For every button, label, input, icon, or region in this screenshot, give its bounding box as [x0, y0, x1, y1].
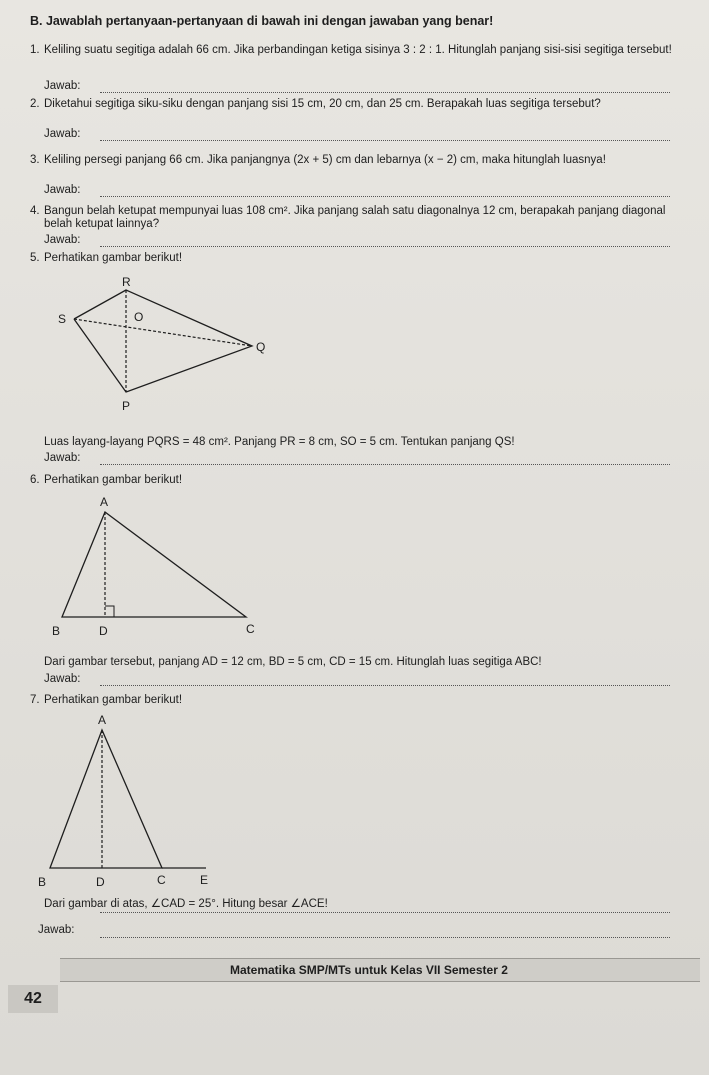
answer-line — [100, 937, 670, 938]
label-o: O — [134, 310, 144, 324]
footer-title: Matematika SMP/MTs untuk Kelas VII Semester 2 — [230, 963, 508, 977]
answer-label: Jawab: — [38, 924, 75, 936]
question-6-prompt: Dari gambar tersebut, panjang AD = 12 cm, BD = 5 cm, CD = 15 cm. Hitunglah luas segitiga ABC! — [44, 656, 542, 668]
label-r: R — [122, 275, 131, 289]
section-title: B. Jawablah pertanyaan-pertanyaan di bawah ini dengan jawaban yang benar! — [30, 14, 494, 28]
question-number: 1. — [30, 44, 40, 56]
label-d: D — [96, 875, 105, 889]
question-6 — [30, 474, 680, 487]
answer-line — [100, 92, 670, 93]
question-4 — [30, 205, 680, 231]
label-d: D — [99, 624, 108, 638]
answer-label: Jawab: — [44, 234, 81, 246]
page-number: 42 — [8, 985, 58, 1013]
answer-line — [100, 464, 670, 465]
right-angle-mark — [105, 606, 114, 617]
answer-label: Jawab: — [44, 452, 81, 464]
question-5 — [30, 252, 680, 265]
answer-line — [100, 140, 670, 141]
question-text: Diketahui segitiga siku-siku dengan panjang sisi 15 cm, 20 cm, dan 25 cm. Berapakah luas segitiga tersebut? — [44, 98, 601, 110]
diagonal-qs — [74, 319, 252, 346]
question-text: Perhatikan gambar berikut! — [44, 474, 183, 486]
question-text: Perhatikan gambar berikut! — [44, 694, 183, 706]
label-c: C — [246, 622, 255, 636]
label-q: Q — [256, 340, 266, 354]
question-5-prompt: Luas layang-layang PQRS = 48 cm². Panjang PR = 8 cm, SO = 5 cm. Tentukan panjang QS! — [44, 436, 515, 448]
question-number: 3. — [30, 154, 40, 166]
question-7 — [30, 694, 680, 707]
answer-line — [100, 246, 670, 247]
label-c: C — [157, 873, 166, 887]
question-text: Bangun belah ketupat mempunyai luas 108 cm². Jika panjang salah satu diagonalnya 12 cm, berapakah panjang diagonal belah ketupat lainnya? — [44, 205, 666, 230]
label-b: B — [52, 624, 61, 638]
question-3 — [30, 154, 680, 167]
question-text: Keliling suatu segitiga adalah 66 cm. Jika perbandingan ketiga sisinya 3 : 2 : 1. Hitunglah panjang sisi-sisi segitiga tersebut! — [44, 44, 672, 56]
question-number: 6. — [30, 474, 40, 486]
triangle-outline — [62, 512, 246, 617]
question-2 — [30, 98, 680, 111]
question-number: 4. — [30, 205, 40, 217]
label-a: A — [98, 713, 107, 727]
label-b: B — [38, 875, 47, 889]
answer-line — [100, 196, 670, 197]
label-s: S — [58, 312, 67, 326]
kite-outline — [74, 290, 252, 392]
answer-line — [100, 685, 670, 686]
triangle-outline — [50, 730, 162, 868]
triangle-ace-figure — [30, 710, 230, 890]
question-text: Perhatikan gambar berikut! — [44, 252, 183, 264]
question-number: 2. — [30, 98, 40, 110]
answer-label: Jawab: — [44, 80, 81, 92]
question-text: Keliling persegi panjang 66 cm. Jika panjangnya (2x + 5) cm dan lebarnya (x − 2) cm, maka hitunglah luasnya! — [44, 154, 606, 166]
question-1 — [30, 44, 680, 57]
triangle-abc-figure — [40, 490, 280, 640]
question-number: 7. — [30, 694, 40, 706]
label-a: A — [100, 495, 109, 509]
label-p: P — [122, 399, 131, 413]
kite-figure — [40, 272, 300, 422]
answer-line — [100, 912, 670, 913]
answer-label: Jawab: — [44, 184, 81, 196]
question-number: 5. — [30, 252, 40, 264]
answer-label: Jawab: — [44, 673, 81, 685]
label-e: E — [200, 873, 209, 887]
question-7-prompt: Dari gambar di atas, ∠CAD = 25°. Hitung besar ∠ACE! — [44, 898, 328, 910]
answer-label: Jawab: — [44, 128, 81, 140]
